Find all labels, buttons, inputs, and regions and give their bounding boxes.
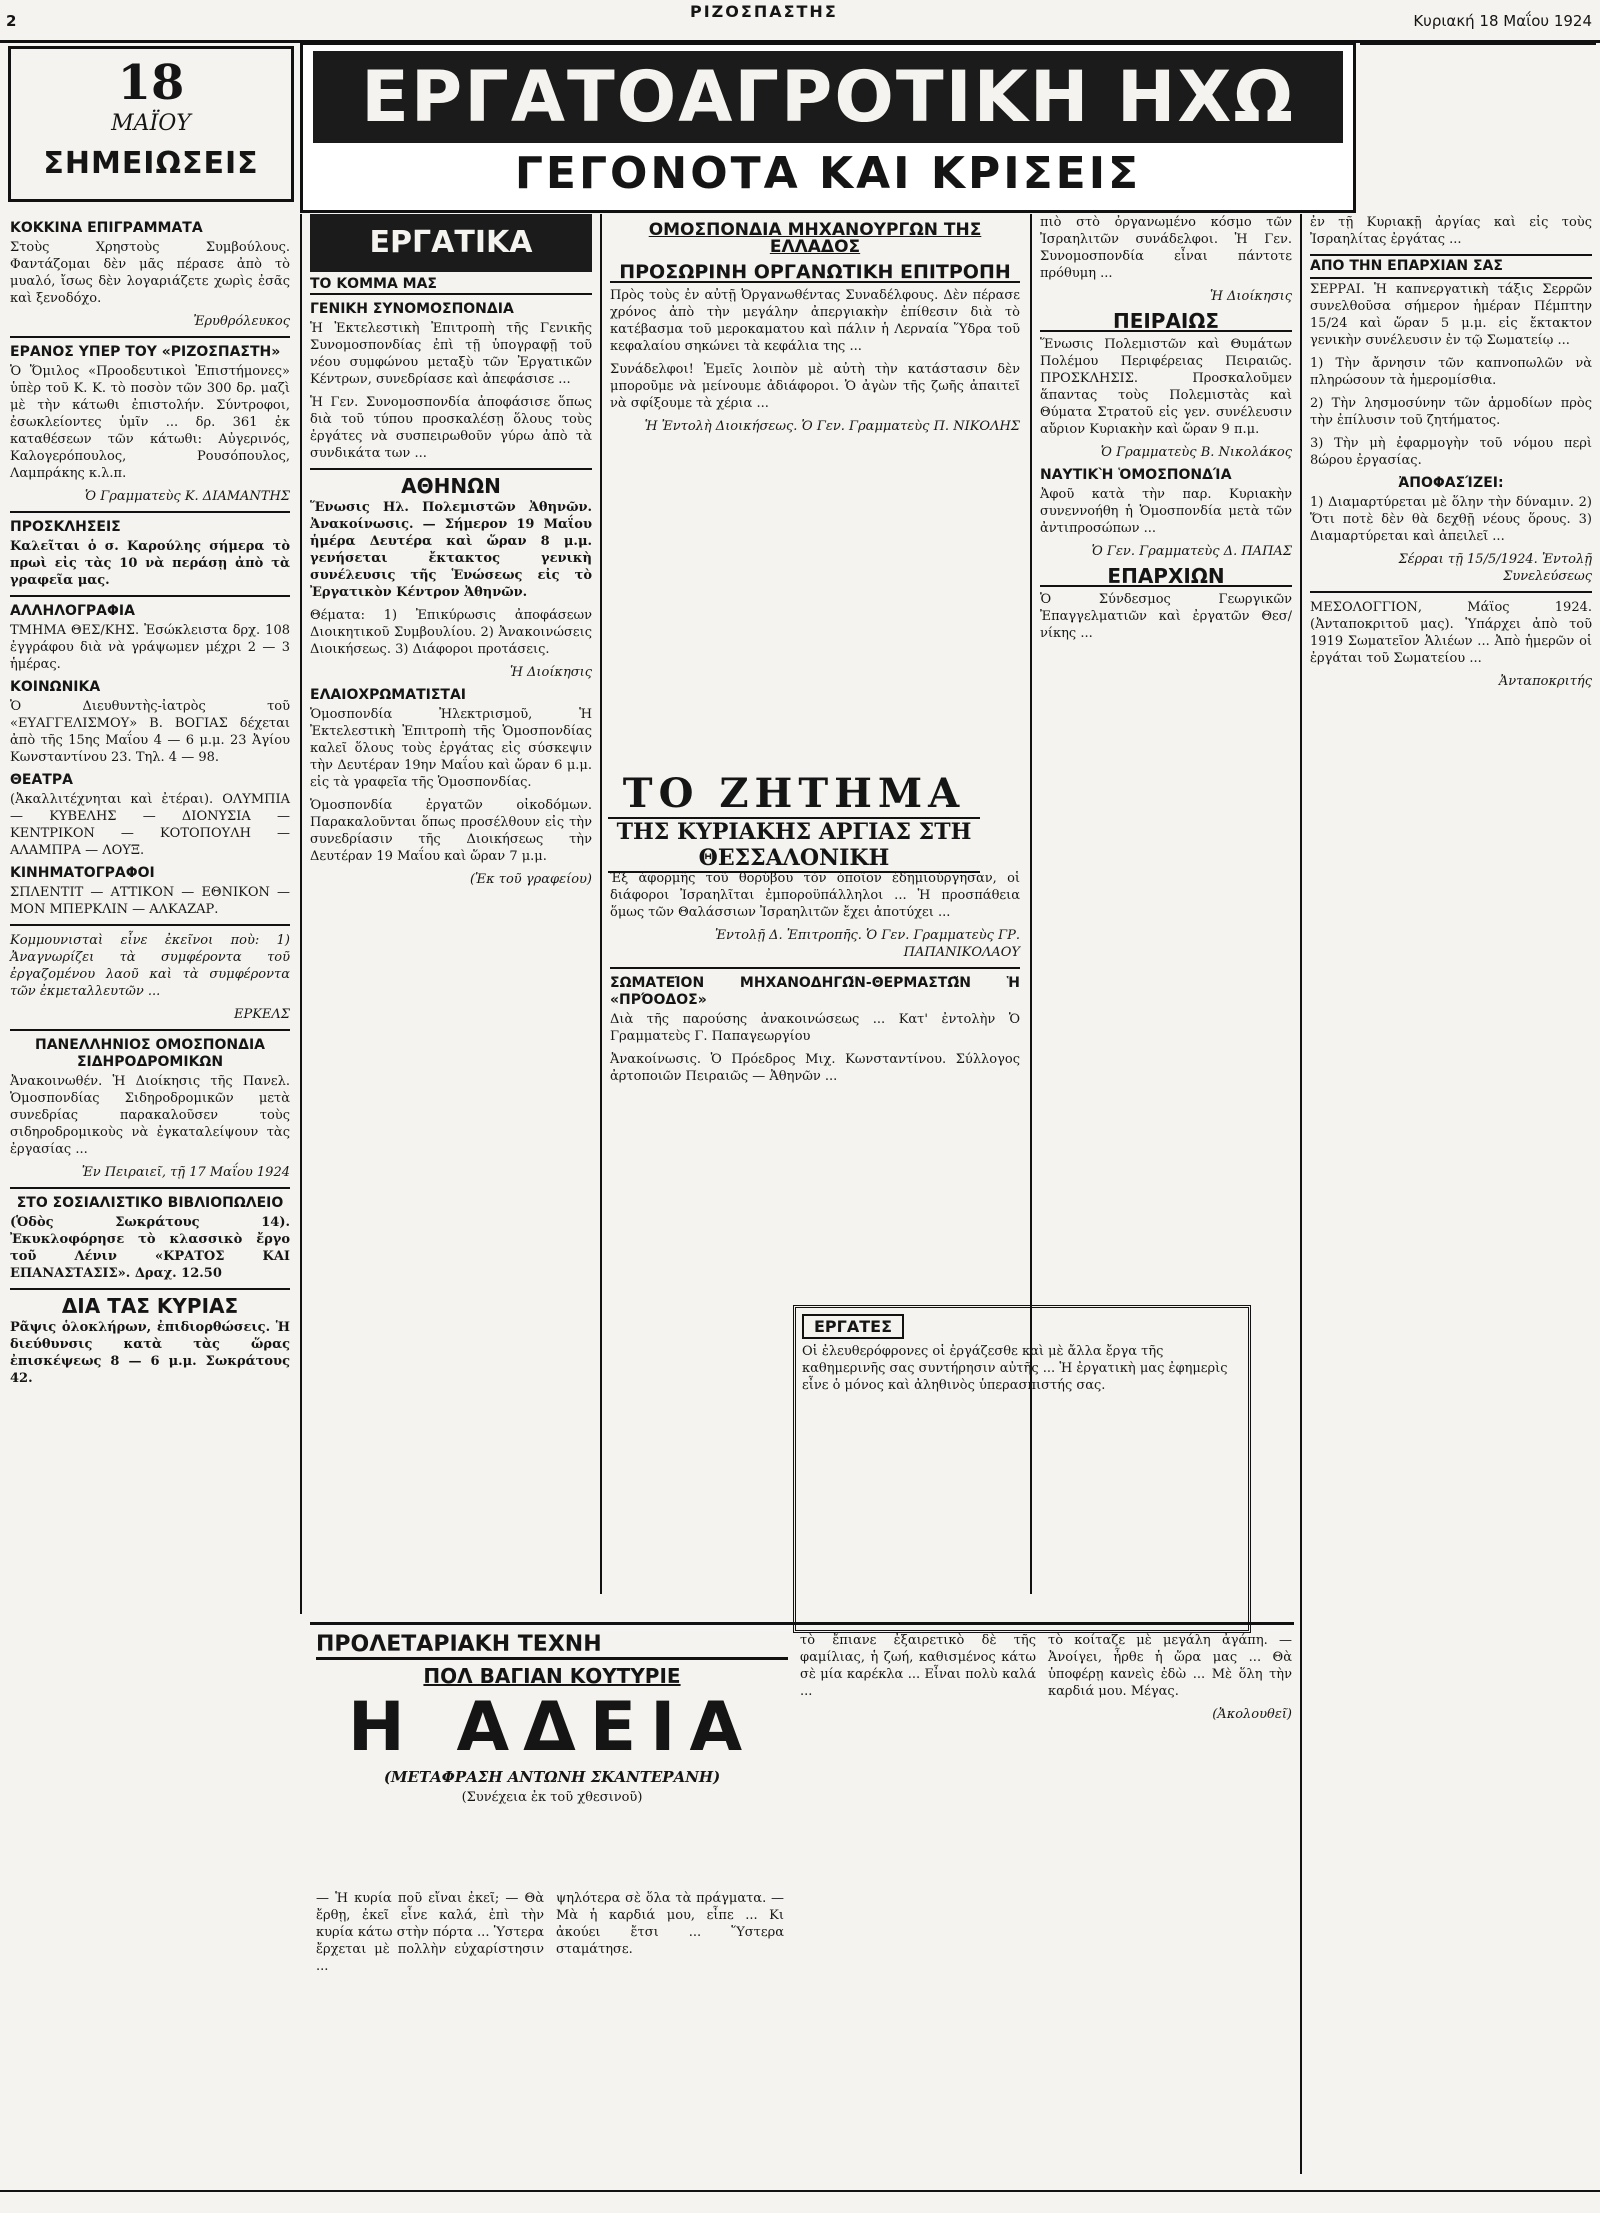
column-labor [310,214,592,894]
workers-box [793,1305,1251,1633]
signature: Ἡ Ἐντολὴ Διοικήσεως. Ὁ Γεν. Γραμματεὺς Π. ΝΙΚΟΛΗΣ [644,419,1020,434]
paragraph: ΣΠΛΕΝΤΙΤ — ΑΤΤΙΚΟΝ — ΕΘΝΙΚΟΝ — ΜΟΝ ΜΠΕΡΚΛΙΝ — ΑΛΚΑΖΑΡ. [10,885,290,917]
date-line: Κυριακή 18 Μαΐου 1924 [1413,12,1592,30]
section-logo: ΕΡΓΑΤΙΚΑ [310,214,592,272]
banner-subtitle: ΓΕΓΟΝΟΤΑ ΚΑΙ ΚΡΙΣΕΙΣ [514,148,1142,199]
divider [10,924,290,926]
divider [10,1029,290,1031]
heading: ΣΩΜΑΤΕΙ͂ΟΝ ΜΗΧΑΝΟΔΗΓΩ͂Ν-ΘΕΡΜΑΣΤΩ͂Ν Ἡ «ΠΡΌΟΔΟΣ» [610,975,1020,1008]
heading: ΔΙΑ ΤΑΣ ΚΥΡΙΑΣ [61,1294,239,1318]
paragraph: Καλεῖται ὁ σ. Καρούλης σήμερα τὸ πρωὶ εἰς τὰς 10 νὰ περάσῃ ἀπὸ τὰ γραφεῖα μας. [10,539,290,588]
banner-right-space [1360,42,1596,210]
divider [10,1288,290,1290]
paragraph: Ἐξ ἀφορμῆς τοῦ θορύβου τὸν ὁποῖον ἐδημιούργησαν, οἱ διάφοροι Ἰσραηλῖται ἐμποροϋπάλληλοι ... Ἡ προσπάθεια ὅμως τῶν Θαλάσσιων Ἰσραηλιτῶν ἔχει ἀποτύχει ... [610,871,1020,920]
paragraph: Ἡ Γεν. Συνομοσπονδία ἀποφάσισε ὅπως διὰ τοῦ τύπου προσκαλέσῃ ὅλους τοὺς ἐργάτες νὰ συσπειρωθοῦν γύρω ἀπὸ τὰ συνδικάτα των ... [310,395,592,461]
paragraph: Ἀφοῦ κατὰ τὴν παρ. Κυριακὴν συνεννοήθη ἡ Ὁμοσπονδία μετὰ τῶν ἀντιπροσώπων ... [1040,487,1292,536]
signature: Ἡ Διοίκησις [509,665,592,680]
paragraph: (Ἀκαλλιτέχνηται καὶ ἐτέραι). ΟΛΥΜΠΙΑ — ΚΥΒΕΛΗΣ — ΔΙΟΝΥΣΙΑ — ΚΕΝΤΡΙΚΟΝ — ΚΟΤΟΠΟΥΛΗ — ΑΛΑΜΠΡΑ — ΛΟΥΞ. [10,792,290,858]
headline-subtitle: ΤΗΣ ΚΥΡΙΑΚΗΣ ΑΡΓΙΑΣ ΣΤΗ ΘΕΣΣΑΛΟΝΙΚΗ [608,817,980,873]
heading: ἈΠΟΦΑΣΊΖΕΙ: [1398,475,1504,491]
signature: Σέρραι τῇ 15/5/1924. Ἐντολῇ Συνελεύσεως [1398,552,1592,584]
paragraph: τὸ ἔπιανε ἐξαιρετικὸ δὲ τῆς φαμίλιας, ἡ ζωή, καθισμένος κάτω σὲ μία καρέκλα ... Εἶναι πολὺ καλά ... [800,1633,1036,1699]
paragraph: Πρὸς τοὺς ἐν αὐτῇ Ὀργανωθέντας Συναδέλφους. Δὲν πέρασε χρόνος ἀπὸ τὴν μεγάλην ἀπεργιακὴν ἐπίθεσιν διὰ τὸ κατέβασμα τοῦ μεροκαματου καὶ πάλιν ἡ Λερναία Ὕδρα τοῦ κεφαλαίου σηκώνει τὰ κεφάλια της ... [610,288,1020,354]
heading: ΑΛΛΗΛΟΓΡΑΦΙΑ [10,603,135,619]
page-number: 2 [6,12,17,30]
paragraph: Ὁμοσπονδία ἐργατῶν οἰκοδόμων. Παρακαλοῦνται ὅπως προσέλθουν εἰς τὴν συνεδρίασιν τῆς Διοικήσεως τὴν Δευτέραν 19 Μαΐου καὶ ὥραν 7 μ.μ. [310,798,592,864]
divider [1310,591,1592,593]
heading: ΕΠΑΡΧΙΩΝ [1040,568,1292,587]
paragraph: 2) Τὴν λησμοσύνην τῶν ἁρμοδίων πρὸς τὴν ἐπίλυσιν τοῦ ζητήματος. [1310,396,1592,428]
serial-author: ΠΟΛ ΒΑΓΙΑΝ ΚΟΥΤΥΡΙΕ [423,1664,681,1688]
notes-label: ΣΗΜΕΙΩΣΕΙΣ [43,146,259,181]
column-sunday-rest [610,870,1020,1091]
paragraph: Ὁμοσπονδία Ἠλεκτρισμοῦ, Ἡ Ἐκτελεστικὴ Ἐπιτροπὴ τῆς Ὁμοσπονδίας καλεῖ ὅλους τοὺς ἐργάτας εἰς σύσκεψιν τὴν Δευτέραν 19ην Μαΐου καὶ ὥραν 6 μ.μ. εἰς τὰ γραφεῖα τῆς Ὁμοσπονδίας. [310,707,592,790]
heading: ΕΛΑΙΟΧΡΩΜΑΤΙΣΤΑΙ [310,687,466,703]
signature: Ἡ Διοίκησις [1209,289,1292,304]
serial-column [556,1890,784,1964]
signature: Ἐντολῇ Δ. Ἐπιτροπῆς. Ὁ Γεν. Γραμματεὺς ΓΡ. ΠΑΠΑΝΙΚΟΛΑΟΥ [714,928,1020,960]
page-bottom-rule [0,2190,1600,2192]
paragraph: Ὁ Σύνδεσμος Γεωργικῶν Ἐπαγγελματιῶν καὶ ἐργατῶν Θεσ/νίκης ... [1040,592,1292,641]
paragraph: ΣΕΡΡΑΙ. Ἡ καπνεργατικὴ τάξις Σερρῶν συνελθοῦσα σήμερον ἡμέραν Πέμπτην 15/24 καὶ ὥραν 5 μ.μ. εἰς ἔκτακτον γενικὴν συνέλευσιν ἐν τῷ Σωματείῳ ... [1310,282,1592,348]
serial-continues: (Ἀκολουθεῖ) [1212,1707,1292,1722]
sunday-rest-headline [608,770,980,873]
divider [10,595,290,597]
paragraph: Στοὺς Χρηστοὺς Συμβούλους. Φαντάζομαι δὲν μᾶς πέρασε ἀπὸ τὸ μυαλό, ἴσως δὲν λογαριάζετε χωρὶς ἐσᾶς καὶ ξενοδόχο. [10,240,290,306]
heading: ΠΑΝΕΛΛΗΝΙΟΣ ΟΜΟΣΠΟΝΔΙΑ ΣΙΔΗΡΟΔΡΟΜΙΚΩΝ [35,1037,265,1070]
paragraph: Ἀνακοίνωσις. Ὁ Πρόεδρος Μιχ. Κωνσταντίνου. Σύλλογος ἀρτοποιῶν Πειραιῶς — Ἀθηνῶν ... [610,1052,1020,1084]
serial-divider [310,1622,1294,1625]
paragraph: τὸ κοίταζε μὲ μεγάλη ἀγάπη. — Ἀνοίγει, ἦρθε ἡ ὥρα μας ... Θὰ ὑποφέρῃ κανεὶς ἐδὼ ... Μὲ ὅλη τὴν καρδιά μου. Μέγας. [1048,1633,1292,1699]
paragraph: 1) Διαμαρτύρεται μὲ ὅλην τὴν δύναμιν. 2) Ὅτι ποτὲ δὲν θὰ δεχθῇ νέους ὅρους. 3) Διαμαρτύρεται καὶ ἀπειλεῖ ... [1310,495,1592,544]
date-month: ΜΑΪΟΥ [111,111,191,136]
paragraph: Θέματα: 1) Ἐπικύρωσις ἀποφάσεων Διοικητικοῦ Συμβουλίου. 2) Ἀνακοινώσεις Διοικήσεως. 3) Διάφοροι προτάσεις. [310,608,592,657]
heading: ΠΡΟΣΩΡΙΝΗ ΟΡΓΑΝΩΤΙΚΗ ΕΠΙΤΡΟΠΗ [610,264,1020,283]
heading: ΟΜΟΣΠΟΝΔΙΑ ΜΗΧΑΝΟΥΡΓΩΝ ΤΗΣ ΕΛΛΑΔΟΣ [648,220,982,257]
paragraph: ψηλότερα σὲ ὅλα τὰ πράγματα. — Μὰ ἡ καρδιά μου, εἶπε ... Κι ἀκούει ἔτσι ... Ὕστερα σταμάτησε. [556,1891,784,1957]
serial-translator: (ΜΕΤΑΦΡΑΣΗ ΑΝΤΩΝΗ ΣΚΑΝΤΕΡΑΝΗ) [383,1768,721,1786]
column-rule [600,214,602,1594]
paragraph: Διὰ τῆς παρούσης ἀνακοινώσεως ... Κατ' ἐντολὴν Ὁ Γραμματεὺς Γ. Παπαγεωργίου [610,1012,1020,1044]
heading: ΚΟΙΝΩΝΙΚΑ [10,679,101,695]
paragraph: ἐν τῇ Κυριακῇ ἀργίας καὶ εἰς τοὺς Ἰσραηλίτας ἐργάτας ... [1310,215,1592,247]
paragraph: Ρᾶψις ὁλοκλήρων, ἐπιδιορθώσεις. Ἡ διεύθυνσις κατὰ τὰς ὥρας ἐπισκέψεως 8 — 6 μ.μ. Σωκράτους 42. [10,1320,290,1386]
heading: ΑΘΗΝΩΝ [401,474,501,498]
paragraph: Ἕνωσις Ηλ. Πολεμιστῶν Ἀθηνῶν. Ἀνακοίνωσις. — Σήμερον 19 Μαΐου ἡμέρα Δευτέρα καὶ ὥραν 8 μ.μ. γενήσεται ἔκτακτος γενικὴ συνέλευσις τῆς Ἑνώσεως εἰς τὸ Ἐργατικὸν Κέντρον Ἀθηνῶν. [310,500,592,600]
paragraph: Ἕνωσις Πολεμιστῶν καὶ Θυμάτων Πολέμου Περιφέρειας Πειραιῶς. ΠΡΟΣΚΛΗΣΙΣ. Προσκαλοῦμεν ἅπαντας τοὺς Πολεμιστὰς καὶ Θύματα Στρατοῦ εἰς γεν. συνέλευσιν αὔριον Κυριακὴν καὶ ὥραν 9 π.μ. [1040,337,1292,437]
signature: Ὁ Γραμματεὺς Κ. ΔΙΑΜΑΝΤΗΣ [84,489,290,504]
heading: ΠΡΟΣΚΛΗΣΕΙΣ [10,519,121,535]
paragraph: Ὁ Ὅμιλος «Προοδευτικοὶ Ἐπιστήμονες» ὑπὲρ τοῦ Κ. Κ. τὸ ποσὸν τῶν 300 δρ. μαζὶ μὲ τὴν κάτωθι ἐπιστολήν. Σύντροφοι, ἐσωκλείοντες ὑμῖν ... δρ. 361 ἐκ καταθέσεων τῶν κάτωθι: Αὐγερινός, Καλογερόπουλος, Ρουσόπουλος, Λαμπράκης κ.λ.π. [10,364,290,481]
column-mechanics [610,214,1020,441]
heading: ΠΕΙΡΑΙΩΣ [1040,313,1292,332]
serial-kicker: ΠΡΟΛΕΤΑΡΙΑΚΗ ΤΕΧΝΗ [316,1632,788,1660]
paragraph: 1) Τὴν ἄρνησιν τῶν καπνοπωλῶν νὰ πληρώσουν τὰ ἡμερομίσθια. [1310,356,1592,388]
heading: ΚΟΚΚΙΝΑ ΕΠΙΓΡΑΜΜΑΤΑ [10,220,203,236]
masthead-strip [0,0,1600,43]
paragraph: πιὸ στὸ ὀργανωμένο κόσμο τῶν Ἰσραηλιτῶν συνάδελφοι. Ἡ Γεν. Συνομοσπονδία εἶναι πάντοτε πρόθυμη ... [1040,215,1292,281]
box-title: ΕΡΓΑΤΕΣ [802,1314,904,1339]
paragraph: Συνάδελφοι! Ἐμεῖς λοιπὸν μὲ αὐτὴ τὴν κατάστασιν δὲν μποροῦμε νὰ μείνουμε ἀδιάφοροι. Ὁ ἀγὼν τῆς ζωῆς ἀπαιτεῖ νὰ σφίξουμε τὰ χέρια ... [610,362,1020,411]
divider [10,1187,290,1189]
column-provinces [1310,214,1592,696]
signature: (Ἐκ τοῦ γραφείου) [469,872,592,887]
paper-name: ΡΙΖΟΣΠΑΣΤΗΣ [690,2,838,21]
paragraph: Κομμουνισταὶ εἶνε ἐκεῖνοι ποὺ: 1) Ἀναγνωρίζει τὰ συμφέροντα τοῦ ἐργαζομένου λαοῦ καὶ τὰ συμφέροντα τῶν ἐκμεταλλευτῶν ... [10,933,290,999]
signature: Ὁ Γραμματεὺς Β. Νικολάκος [1100,445,1292,460]
paragraph: 3) Τὴν μὴ ἐφαρμογὴν τοῦ νόμου περὶ 8ώρου ἐργασίας. [1310,436,1592,468]
heading: ΓΕΝΙΚΗ ΣΥΝΟΜΟΣΠΟΝΔΙΑ [310,301,514,317]
divider [310,468,592,470]
headline-title: ΤΟ ΖΗΤΗΜΑ [622,770,966,817]
serial-header [316,1632,788,1805]
date-day: 18 [117,55,185,111]
paragraph: Ὁ Διευθυντὴς-ἰατρὸς τοῦ «ΕΥΑΓΓΕΛΙΣΜΟΥ» Β. ΒΟΓΙΑΣ δέχεται ἀπὸ τῆς 15ης Μαΐου 4 — 6 μ.μ. 23 Ἀγίου Κωνσταντίνου 23. Τηλ. 4 — 98. [10,699,290,765]
heading: ΣΤΟ ΣΟΣΙΑΛΙΣΤΙΚΟ ΒΙΒΛΙΟΠΩΛΕΙΟ [16,1195,284,1211]
divider [10,336,290,338]
column-rule [300,214,302,1614]
serial-column [800,1632,1036,1706]
column-rule [1300,214,1302,2174]
signature: ΕΡΚΕΛΣ [233,1007,290,1022]
signature: Ἐρυθρόλευκος [193,314,290,329]
date-box [8,46,294,202]
serial-title: Η ΑΔΕΙΑ [347,1688,757,1767]
heading: ΘΕΑΤΡΑ [10,772,73,788]
section-subtitle: ΤΟ ΚΟΜΜΑ ΜΑΣ [310,276,592,295]
signature: Ὁ Γεν. Γραμματεὺς Δ. ΠΑΠΑΣ [1091,544,1292,559]
column-notes [10,214,290,1393]
column-piraeus [1040,214,1292,648]
signature: Ἐν Πειραιεῖ, τῇ 17 Μαΐου 1924 [81,1165,290,1180]
paragraph: ΤΜΗΜΑ ΘΕΣ/ΚΗΣ. Ἐσώκλειστα δρχ. 108 ἐγγράφου διὰ νὰ γράψωμεν μέχρι 2 — 3 ἡμέρας. [10,623,290,672]
heading: ΑΠΟ ΤΗΝ ΕΠΑΡΧΙΑΝ ΣΑΣ [1310,254,1592,279]
paragraph: Ἡ Ἐκτελεστικὴ Ἐπιτροπὴ τῆς Γενικῆς Συνομοσπονδίας ἐπὶ τῇ ὑπογραφῇ τοῦ νέου συμφώνου μεταξὺ τῶν Ἐργατικῶν Κέντρων, συνεδρίασε καὶ ἀπεφάσισε ... [310,321,592,387]
divider [610,967,1020,969]
section-banner [300,42,1356,213]
heading: ΚΙΝΗΜΑΤΟΓΡΑΦΟΙ [10,865,155,881]
paragraph: Οἱ ἐλευθερόφρονες οἱ ἐργάζεσθε καὶ μὲ ἄλλα ἔργα τῆς καθημερινῆς σας συντήρησιν αὐτῆς ... Ἡ ἐργατικὴ μας ἐφημερὶς εἶνε ὁ μόνος καὶ ἀληθινὸς ὑπερασπιστής σας. [802,1344,1228,1393]
heading: ΝΑΥΤΙΚῊ ὉΜΟΣΠΟΝΔΊΑ [1040,467,1232,483]
banner-title: ΕΡΓΑΤΟΑΓΡΟΤΙΚΗ ΗΧΩ [313,51,1343,143]
heading: ΕΡΑΝΟΣ ΥΠΕΡ ΤΟΥ «ΡΙΖΟΣΠΑΣΤΗ» [10,344,281,360]
paragraph: ΜΕΣΟΛΟΓΓΙΟΝ, Μάϊος 1924. (Ἀνταποκριτοῦ μας). Ὑπάρχει ἀπὸ τοῦ 1919 Σωματεῖον Ἁλιέων ... Ἀπὸ ἡμερῶν οἱ ἐργάται τοῦ Σωματείου ... [1310,600,1592,666]
paragraph: Ἀνακοινωθέν. Ἡ Διοίκησις τῆς Πανελ. Ὁμοσπονδίας Σιδηροδρομικῶν μετὰ συνεδρίας παρακαλοῦσεν τοὺς σιδηροδρομικοὺς νὰ ἐγκαταλείψουν τὰς ἐργασίας ... [10,1074,290,1157]
signature: Ἀνταποκριτής [1498,674,1592,689]
serial-continued: (Συνέχεια ἐκ τοῦ χθεσινοῦ) [461,1790,643,1805]
paragraph: — Ἡ κυρία ποῦ εἴναι ἐκεῖ; — Θὰ ἔρθῃ, ἐκεῖ εἶνε καλά, ἐπὶ τὴν κυρία κάτω στὴν πόρτα ... Ὑστερα ἔρχεται μὲ πολλὴν εὐχαρίστησιν ... [316,1891,544,1974]
serial-column [1048,1632,1292,1729]
paragraph: (Ὁδὸς Σωκράτους 14). Ἐκυκλοφόρησε τὸ κλασσικὸ ἔργο τοῦ Λένιν «ΚΡΑΤΟΣ ΚΑΙ ΕΠΑΝΑΣΤΑΣΙΣ». Δραχ. 12.50 [10,1215,290,1281]
divider [10,511,290,513]
serial-column [316,1890,544,1981]
